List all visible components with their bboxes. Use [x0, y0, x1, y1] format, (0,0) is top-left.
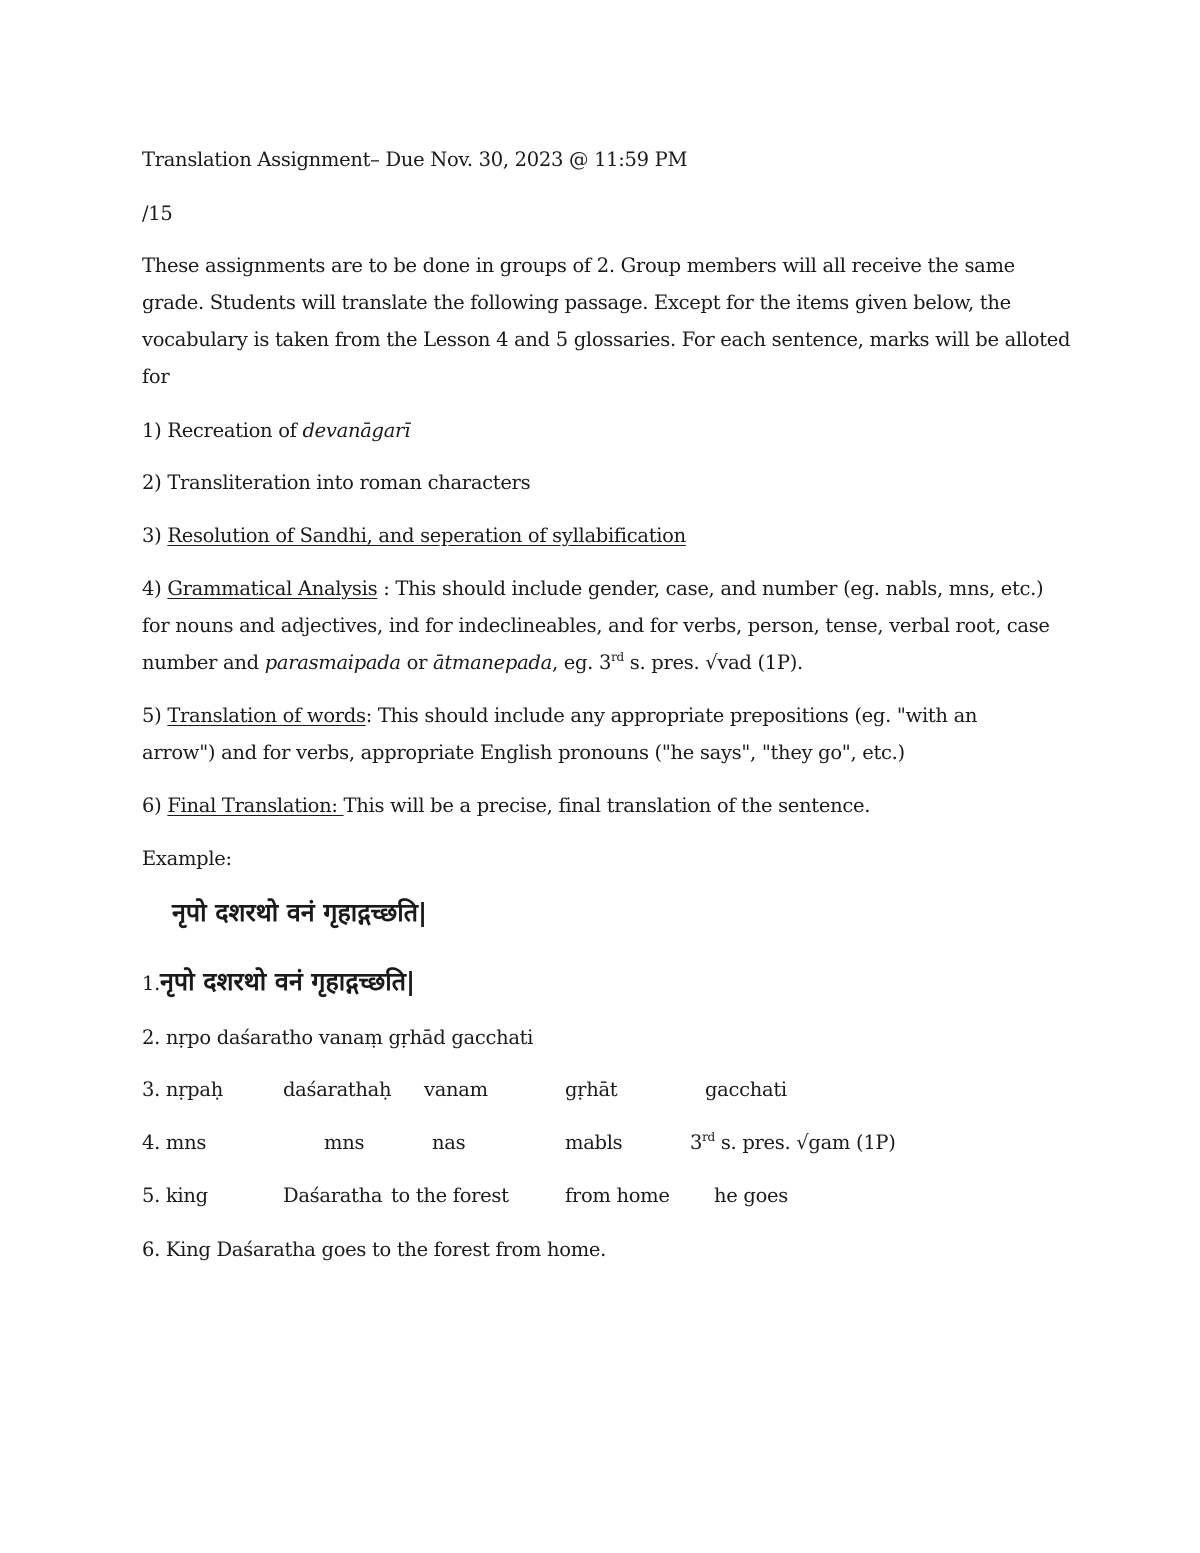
- intro-line-3: vocabulary is taken from the Lesson 4 and 5 glossaries. For each sentence, marks will be alloted: [142, 328, 1071, 351]
- item-5-line-1: 5) Translation of words: This should include any appropriate prepositions (eg. "with an: [142, 704, 978, 727]
- step-3-cell: daśarathaḥ: [283, 1078, 392, 1101]
- step-2: 2. nṛpo daśaratho vanaṃ gṛhād gacchati: [142, 1026, 534, 1049]
- assignment-title: Translation Assignment– Due Nov. 30, 2023 @ 11:59 PM: [142, 148, 688, 171]
- step-3-cell: vanam: [424, 1078, 488, 1101]
- intro-line-1: These assignments are to be done in groups of 2. Group members will all receive the same: [142, 254, 1015, 277]
- item-6: 6) Final Translation: This will be a precise, final translation of the sentence.: [142, 794, 871, 817]
- step-5-cell: from home: [565, 1184, 670, 1207]
- item-4-line-1: 4) Grammatical Analysis : This should include gender, case, and number (eg. nabls, mns, etc.): [142, 577, 1044, 600]
- step-3-cell: 3. nṛpaḥ: [142, 1078, 223, 1101]
- step-5-cell: Daśaratha: [283, 1184, 383, 1207]
- item-2: 2) Transliteration into roman characters: [142, 471, 531, 494]
- step-4-cell: mabls: [565, 1131, 623, 1154]
- step-5-cell: he goes: [714, 1184, 788, 1207]
- item-1: 1) Recreation of devanāgarī: [142, 419, 411, 442]
- item-3: 3) Resolution of Sandhi, and seperation of syllabification: [142, 524, 686, 547]
- step-6: 6. King Daśaratha goes to the forest from home.: [142, 1238, 607, 1261]
- step-5-cell: to the forest: [391, 1184, 509, 1207]
- step-5-cell: 5. king: [142, 1184, 208, 1207]
- step-4-verb-cell: 3rd s. pres. √gam (1P): [690, 1129, 896, 1154]
- step-4-cell: 4. mns: [142, 1131, 207, 1154]
- score-field: /15: [142, 202, 173, 225]
- step-1: 1.नृपो दशरथो वनं गृहाद्गच्छति|: [142, 967, 416, 996]
- step-3-cell: gacchati: [705, 1078, 787, 1101]
- item-4-line-2: for nouns and adjectives, ind for indeclineables, and for verbs, person, tense, verbal root, case: [142, 614, 1050, 637]
- step-4-cell: nas: [432, 1131, 466, 1154]
- intro-line-2: grade. Students will translate the following passage. Except for the items given below, the: [142, 291, 1011, 314]
- item-5-line-2: arrow") and for verbs, appropriate English pronouns ("he says", "they go", etc.): [142, 741, 905, 764]
- example-devanagari: नृपो दशरथो वनं गृहाद्गच्छति|: [172, 898, 428, 927]
- intro-line-4: for: [142, 365, 170, 388]
- example-label: Example:: [142, 847, 232, 870]
- step-4-cell: mns: [324, 1131, 365, 1154]
- item-4-line-3: number and parasmaipada or ātmanepada, eg. 3rd s. pres. √vad (1P).: [142, 649, 803, 674]
- step-3-cell: gṛhāt: [565, 1078, 618, 1101]
